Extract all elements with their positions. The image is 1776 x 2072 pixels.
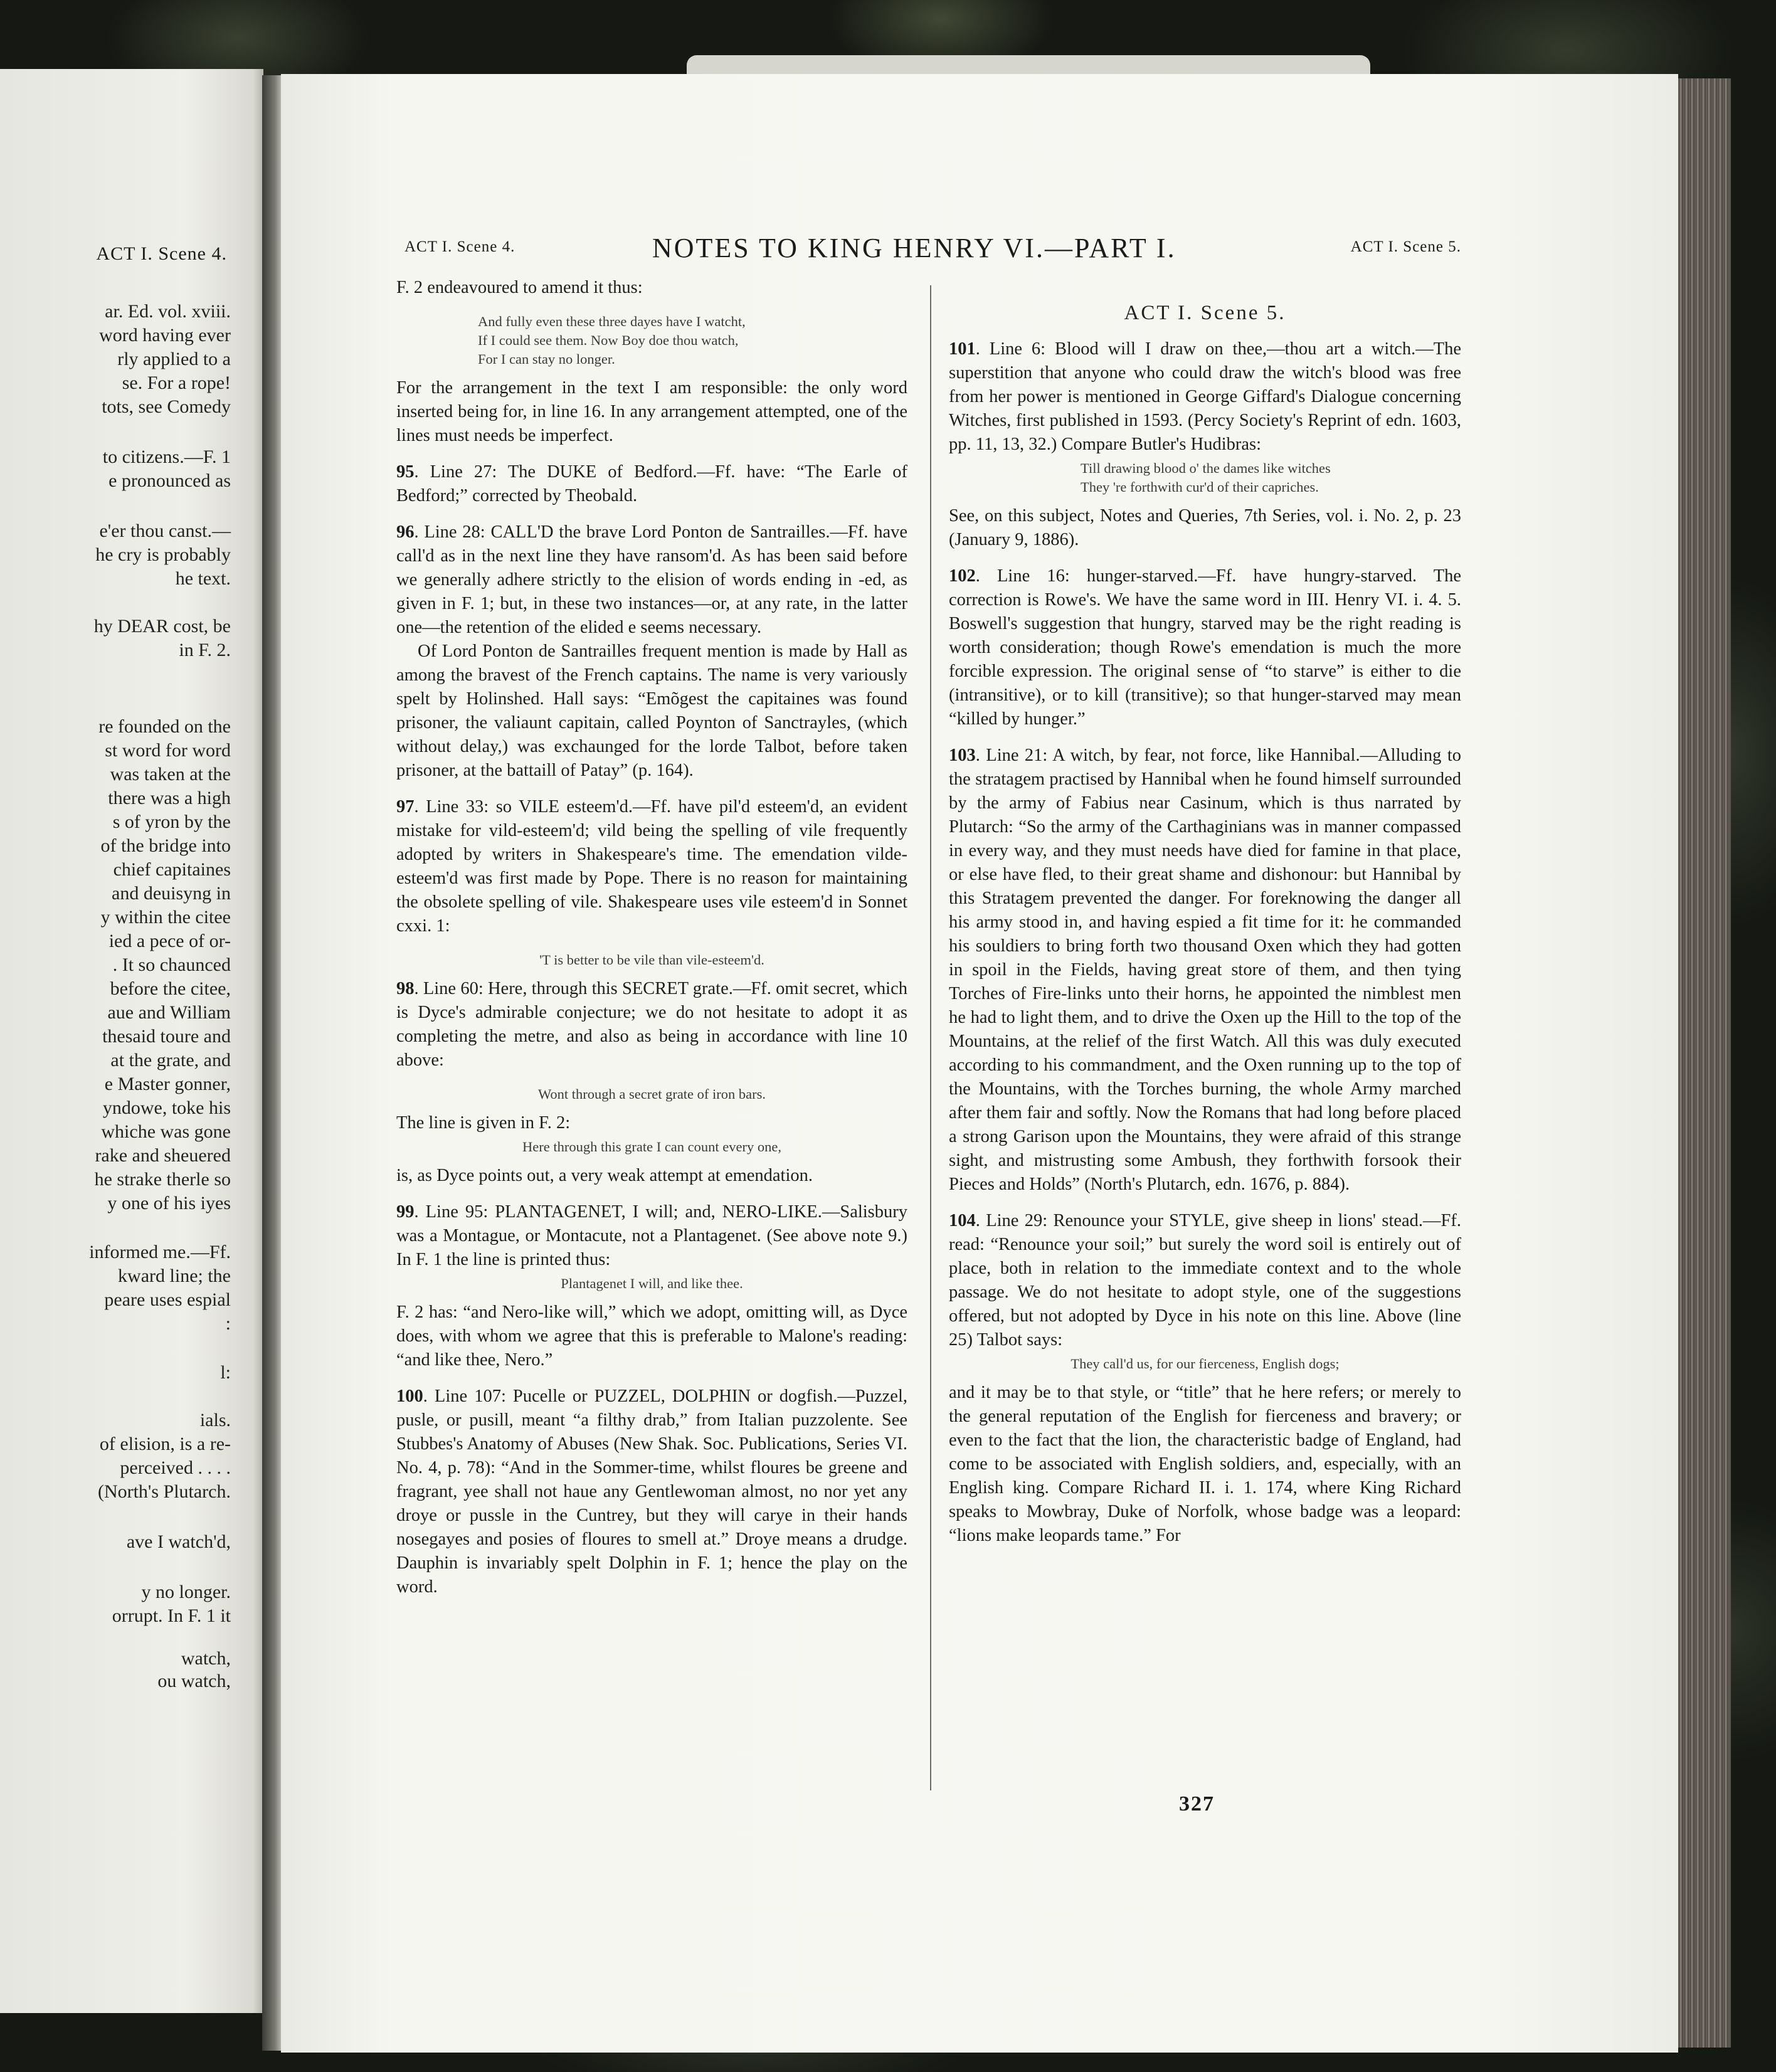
note-text: Line 27: The DUKE of Bedford.—Ff. have: “The Earle of Bedford;” corrected by Theobald.: [396, 462, 908, 505]
left-page-line: :: [225, 1313, 231, 1334]
note-98-text: is, as Dyce points out, a very weak attempt at emendation.: [396, 1166, 813, 1185]
left-page-line: chief capitaines: [113, 859, 231, 880]
left-page-line: se. For a rope!: [122, 373, 231, 393]
verse-line: For I can stay no longer.: [478, 351, 615, 367]
note-97: 97. Line 33: so VILE esteem'd.—Ff. have pil'd esteem'd, an evident mistake for vild-esteem'd; vild being the spelling of vile frequently adopted by writers in Shakespeare's time. The emendation vilde-esteem'd was first made by Pope. There is no reason for maintaining the obsolete spelling of vile. Shakespeare uses vile esteem'd in Sonnet cxxi. 1:: [396, 797, 907, 936]
left-page-line: rake and sheuered: [95, 1145, 231, 1166]
left-page-line: ar. Ed. vol. xviii.: [105, 301, 231, 322]
left-page-line: peare uses espial: [104, 1289, 231, 1310]
note-98: 98. Line 60: Here, through this SECRET grate.—Ff. omit secret, which is Dyce's admirable conjecture; we do not hesitate to adopt it as completing the metre, and also as being in accordance with line 10 above:: [396, 979, 907, 1070]
note-104-text: and it may be to that style, or “title” that he here refers; or merely to the general reputation of the English for fierceness and bravery; or even to the fact that the lion, the characteristic badge of England, had come to be associated with English soldiers, and, especially, with an English king. Compare Richard II. i. 1. 174, where King Richard speaks to Mowbray, Duke of Norfolk, whose badge was a leopard: “lions make leopards tame.” For: [949, 1383, 1461, 1545]
verse-quote: [949, 459, 1461, 497]
verse-line: They 're forthwith cur'd of their capriches.: [1081, 479, 1319, 495]
left-page-line: st word for word: [105, 740, 231, 761]
left-page-line: there was a high: [108, 788, 231, 808]
verse-quote: 'T is better to be vile than vile-esteem'd.: [539, 952, 764, 968]
left-page-line: thesaid toure and: [102, 1026, 231, 1047]
left-page-line: whiche was gone: [101, 1121, 231, 1142]
left-page-line: watch,: [181, 1648, 231, 1669]
left-page-line: he text.: [175, 568, 231, 589]
left-page-line: to citizens.—F. 1: [102, 447, 231, 467]
running-head-left: ACT I. Scene 4.: [404, 238, 515, 255]
right-column: [949, 301, 1461, 1560]
note-101: 101. Line 6: Blood will I draw on thee,—thou art a witch.—The superstition that anyone who could draw the witch's blood was free from her power is mentioned in George Giffard's Dialogue concerning Witches, first published in 1593. (Percy Society's Reprint of edn. 1603, pp. 11, 13, 32.) Compare Butler's Hudibras:: [949, 339, 1462, 454]
note-number: 98: [396, 979, 415, 998]
left-page-line: s of yron by the: [112, 811, 231, 832]
running-head: [404, 232, 1461, 263]
verse-line: And fully even these three dayes have I watcht,: [478, 314, 746, 329]
left-page-line: in F. 2.: [179, 640, 231, 660]
note-text: Line 28: CALL'D the brave Lord Ponton de Santrailles.—Ff. have call'd as in the next line they have ransom'd. As has been said before we generally adhere strictly to the elision of words ending in -ed, as given in F. 1; but, in these two instances—or, at any rate, in the latter one—the retention of the elided e seems necessary.: [396, 522, 907, 637]
left-page-line: was taken at the: [110, 764, 231, 785]
running-head-right: ACT I. Scene 5.: [1350, 238, 1461, 255]
left-page-line: informed me.—Ff.: [89, 1242, 231, 1262]
left-page-line: of elision, is a re-: [99, 1434, 231, 1454]
left-column: [396, 276, 907, 1612]
note-number: 102: [949, 566, 976, 586]
left-page-line: re founded on the: [98, 716, 231, 737]
left-page-line: hy DEAR cost, be: [93, 616, 231, 637]
note-104: 104. Line 29: Renounce your STYLE, give sheep in lions' stead.—Ff. read: “Renounce your soil;” but surely the word soil is entirely out of place, both in relation to the immediate context and to the whole passage. We do not hesitate to adopt style, one of the suggestions offered, but not adopted by Dyce in his note on this line. Above (line 25) Talbot says:: [949, 1211, 1462, 1350]
left-page-line: yndowe, toke his: [102, 1097, 231, 1118]
note-number: 104: [949, 1211, 976, 1230]
note-94-continuation: F. 2 endeavoured to amend it thus:: [396, 278, 643, 297]
note-94-text: For the arrangement in the text I am responsible: the only word inserted being for, in line 16. In any arrangement attempted, one of the lines must needs be imperfect.: [396, 378, 907, 445]
left-page-line: of the bridge into: [100, 835, 231, 856]
left-facing-page: [0, 69, 263, 2013]
left-page-line: aue and William: [107, 1002, 231, 1023]
note-text: Line 21: A witch, by fear, not force, like Hannibal.—Alluding to the stratagem practised by Hannibal when he found himself surrounded by the army of Fabius near Casinum, which is thus narrated by Plutarch: “So the army of the Carthaginians was in manner compassed in every way, and they must needs have died for famine in that place, or else have fled, to their great shame and dishonour: but Hannibal by this Stratagem prevented the danger. For foreknowing the danger all his army stood in, and having espied a fit time for it: he commanded his souldiers to bring forth two thousand Oxen which they had gotten in spoil in the Fields, having great store of them, and then tying Torches of Fire-links unto their horns, he appointed the nimblest men he had to light them, and to drive the Oxen up the Hill to the top of the Mountains, at the relief of the first Watch. All this was duly executed according to his commandment, and the Oxen running up to the top of the Mountains, with the Torches burning, the whole Army marched after them fair and softly. Now the Romans that had long before placed a strong Garison upon the Mountains, they were afraid of this strange sight, and mistrusting some Ambush, they forthwith forsook their Pieces and Holds” (North's Plutarch, edn. 1676, p. 884).: [949, 746, 1461, 1194]
note-text: Line 95: PLANTAGENET, I will; and, NERO-LIKE.—Salisbury was a Montague, or Montacute, not a Plantagenet. (See above note 9.) In F. 1 the line is printed thus:: [396, 1202, 908, 1269]
column-rule: [930, 285, 931, 1790]
left-page-line: e'er thou canst.—: [99, 521, 231, 541]
note-95: 95. Line 27: The DUKE of Bedford.—Ff. have: “The Earle of Bedford;” corrected by Theobald.: [396, 462, 908, 505]
running-head-title: NOTES TO KING HENRY VI.—PART I.: [652, 233, 1176, 263]
left-page-line: ou watch,: [157, 1671, 231, 1691]
left-page-line: y one of his iyes: [107, 1193, 231, 1213]
note-number: 97: [396, 797, 415, 817]
note-number: 99: [396, 1202, 415, 1222]
left-page-running-head: ACT I. Scene 4.: [96, 243, 227, 264]
left-page-line: before the citee,: [110, 978, 231, 999]
left-page-line: at the grate, and: [110, 1050, 231, 1070]
left-page-line: y no longer.: [141, 1582, 231, 1602]
left-page-line: word having ever: [99, 325, 231, 346]
left-page-line: tots, see Comedy: [102, 396, 231, 417]
section-title: ACT I. Scene 5.: [1124, 302, 1286, 324]
left-page-line: ials.: [199, 1410, 231, 1430]
note-99-text: F. 2 has: “and Nero-like will,” which we adopt, omitting will, as Dyce does, with whom we agree that this is preferable to Malone's reading: “and like thee, Nero.”: [396, 1303, 907, 1370]
note-text: Line 6: Blood will I draw on thee,—thou art a witch.—The superstition that anyone who could draw the witch's blood was free from her power is mentioned in George Giffard's Dialogue concerning Witches, first published in 1593. (Percy Society's Reprint of edn. 1603, pp. 11, 13, 32.) Compare Butler's Hudibras:: [949, 339, 1462, 454]
verse-quote: Here through this grate I can count every one,: [522, 1139, 781, 1155]
left-page-line: he cry is probably: [95, 544, 231, 565]
note-text: Line 29: Renounce your STYLE, give sheep in lions' stead.—Ff. read: “Renounce your soil;” but surely the word soil is entirely out of place, both in relation to the immediate context and to the whole passage. We do not hesitate to adopt style, one of the suggestions offered, but not adopted by Dyce in his note on this line. Above (line 25) Talbot says:: [949, 1211, 1462, 1350]
note-number: 100: [396, 1387, 423, 1406]
note-number: 101: [949, 339, 976, 359]
left-page-line: kward line; the: [118, 1266, 231, 1286]
left-page-line: perceived . . . .: [120, 1457, 231, 1478]
verse-line: If I could see them. Now Boy doe thou watch,: [478, 332, 739, 348]
left-page-line: rly applied to a: [117, 349, 231, 369]
note-99: 99. Line 95: PLANTAGENET, I will; and, NERO-LIKE.—Salisbury was a Montague, or Montacute, not a Plantagenet. (See above note 9.) In F. 1 the line is printed thus:: [396, 1202, 908, 1269]
note-number: 96: [396, 522, 415, 542]
note-text: Line 33: so VILE esteem'd.—Ff. have pil'd esteem'd, an evident mistake for vild-esteem'd; vild being the spelling of vile frequently adopted by writers in Shakespeare's time. The emendation vilde-esteem'd was first made by Pope. There is no reason for maintaining the obsolete spelling of vile. Shakespeare uses vile esteem'd in Sonnet cxxi. 1:: [396, 797, 907, 936]
note-103: 103. Line 21: A witch, by fear, not force, like Hannibal.—Alluding to the stratagem practised by Hannibal when he found himself surrounded by the army of Fabius near Casinum, which is thus narrated by Plutarch: “So the army of the Carthaginians was in manner compassed in every way, and they must needs have died for famine in that place, or else have fled, to their great shame and dishonour: but Hannibal by this Stratagem prevented the danger. For foreknowing the danger all his army stood in, and having espied a fit time for it: he commanded his souldiers to bring forth two thousand Oxen which they had gotten in spoil in the Fields, having great store of them, and then tying Torches of Fire-links unto their horns, he appointed the nimblest men he had to light them, and to drive the Oxen up the Hill to the top of the Mountains, at the relief of the first Watch. All this was duly executed according to his commandment, and the Oxen running up to the top of the Mountains, with the Torches burning, the whole Army marched after them fair and softly. Now the Romans that had long before placed a strong Garison upon the Mountains, they were afraid of this strange sight, and mistrusting some Ambush, they forthwith forsook their Pieces and Holds” (North's Plutarch, edn. 1676, p. 884).: [949, 746, 1461, 1194]
verse-line: Till drawing blood o' the dames like witches: [1081, 460, 1331, 476]
left-page-line: l:: [220, 1362, 231, 1383]
note-number: 95: [396, 462, 415, 482]
left-page-line: ave I watch'd,: [126, 1531, 231, 1552]
verse-quote: They call'd us, for our fierceness, English dogs;: [1070, 1356, 1340, 1372]
note-number: 103: [949, 746, 976, 765]
verse-quote: Plantagenet I will, and like thee.: [561, 1276, 743, 1291]
note-text: Line 16: hunger-starved.—Ff. have hungry-starved. The correction is Rowe's. We have the same word in III. Henry VI. i. 4. 5. Boswell's suggestion that hungry, starved may be the right reading is worth consideration; though Rowe's emendation is much the more forcible expression. The original sense of “to starve” is either to die (intransitive), or to kill (transitive); so that hunger-starved may mean “killed by hunger.”: [949, 566, 1461, 729]
note-96-para: Of Lord Ponton de Santrailles frequent mention is made by Hall as among the bravest of the French captains. The name is very variously spelt by Holinshed. Hall says: “Emõgest the capitaines was found prisoner, the valiaunt capitain, called Poynton of Sanctrayles, (which without delay,) was exchaunged for the lorde Talbot, before taken prisoner, at the battaill of Patay” (p. 164).: [396, 642, 907, 780]
note-102: 102. Line 16: hunger-starved.—Ff. have hungry-starved. The correction is Rowe's. We have the same word in III. Henry VI. i. 4. 5. Boswell's suggestion that hungry, starved may be the right reading is worth consideration; though Rowe's emendation is much the more forcible expression. The original sense of “to starve” is either to die (intransitive), or to kill (transitive); so that hunger-starved may mean “killed by hunger.”: [949, 566, 1461, 729]
left-page-line: (North's Plutarch.: [97, 1481, 231, 1502]
left-page-line: y within the citee: [100, 907, 231, 928]
left-page-line: e Master gonner,: [104, 1074, 231, 1094]
verse-quote: Wont through a secret grate of iron bars.: [537, 1086, 766, 1102]
note-text: Line 107: Pucelle or PUZZEL, DOLPHIN or dogfish.—Puzzel, pusle, or pusill, meant “a filthy drab,” from Italian puzzolente. See Stubbes's Anatomy of Abuses (New Shak. Soc. Publications, Series VI. No. 4, p. 78): “And in the Sommer-time, whilst floures be greene and fragrant, yee shall not haue any Gentlewoman almost, no nor yet any droye or pussle in the Cuntrey, but they will carye in their hands nosegayes and posies of floures to smell at.” Droye means a drudge. Dauphin is invariably spelt Dolphin in F. 1; hence the play on the word.: [396, 1387, 907, 1597]
left-page-line: . It so chaunced: [112, 954, 231, 975]
note-101-text: See, on this subject, Notes and Queries, 7th Series, vol. i. No. 2, p. 23 (January 9, 1886).: [949, 506, 1461, 549]
note-96: 96. Line 28: CALL'D the brave Lord Ponton de Santrailles.—Ff. have call'd as in the next line they have ransom'd. As has been said before we generally adhere strictly to the elision of words ending in -ed, as given in F. 1; but, in these two instances—or, at any rate, in the latter one—the retention of the elided e seems necessary.: [396, 522, 907, 637]
book-gutter: [262, 75, 283, 2051]
verse-quote: [396, 312, 907, 369]
note-text: Line 60: Here, through this SECRET grate.—Ff. omit secret, which is Dyce's admirable conjecture; we do not hesitate to adopt it as completing the metre, and also as being in accordance with line 10 above:: [396, 979, 907, 1070]
note-100: 100. Line 107: Pucelle or PUZZEL, DOLPHIN or dogfish.—Puzzel, pusle, or pusill, meant “a filthy drab,” from Italian puzzolente. See Stubbes's Anatomy of Abuses (New Shak. Soc. Publications, Series VI. No. 4, p. 78): “And in the Sommer-time, whilst floures be greene and fragrant, yee shall not haue any Gentlewoman almost, no nor yet any droye or pussle in the Cuntrey, but they will carye in their hands nosegayes and posies of floures to smell at.” Droye means a drudge. Dauphin is invariably spelt Dolphin in F. 1; hence the play on the word.: [396, 1387, 907, 1597]
left-page-line: he strake therle so: [94, 1169, 231, 1190]
left-page-line: e pronounced as: [108, 470, 231, 491]
page-number: 327: [1179, 1792, 1215, 1816]
note-98-text: The line is given in F. 2:: [396, 1113, 571, 1133]
left-page-line: and deuisyng in: [112, 883, 231, 904]
left-page-line: orrupt. In F. 1 it: [112, 1605, 231, 1626]
left-page-line: ied a pece of or-: [108, 931, 231, 951]
